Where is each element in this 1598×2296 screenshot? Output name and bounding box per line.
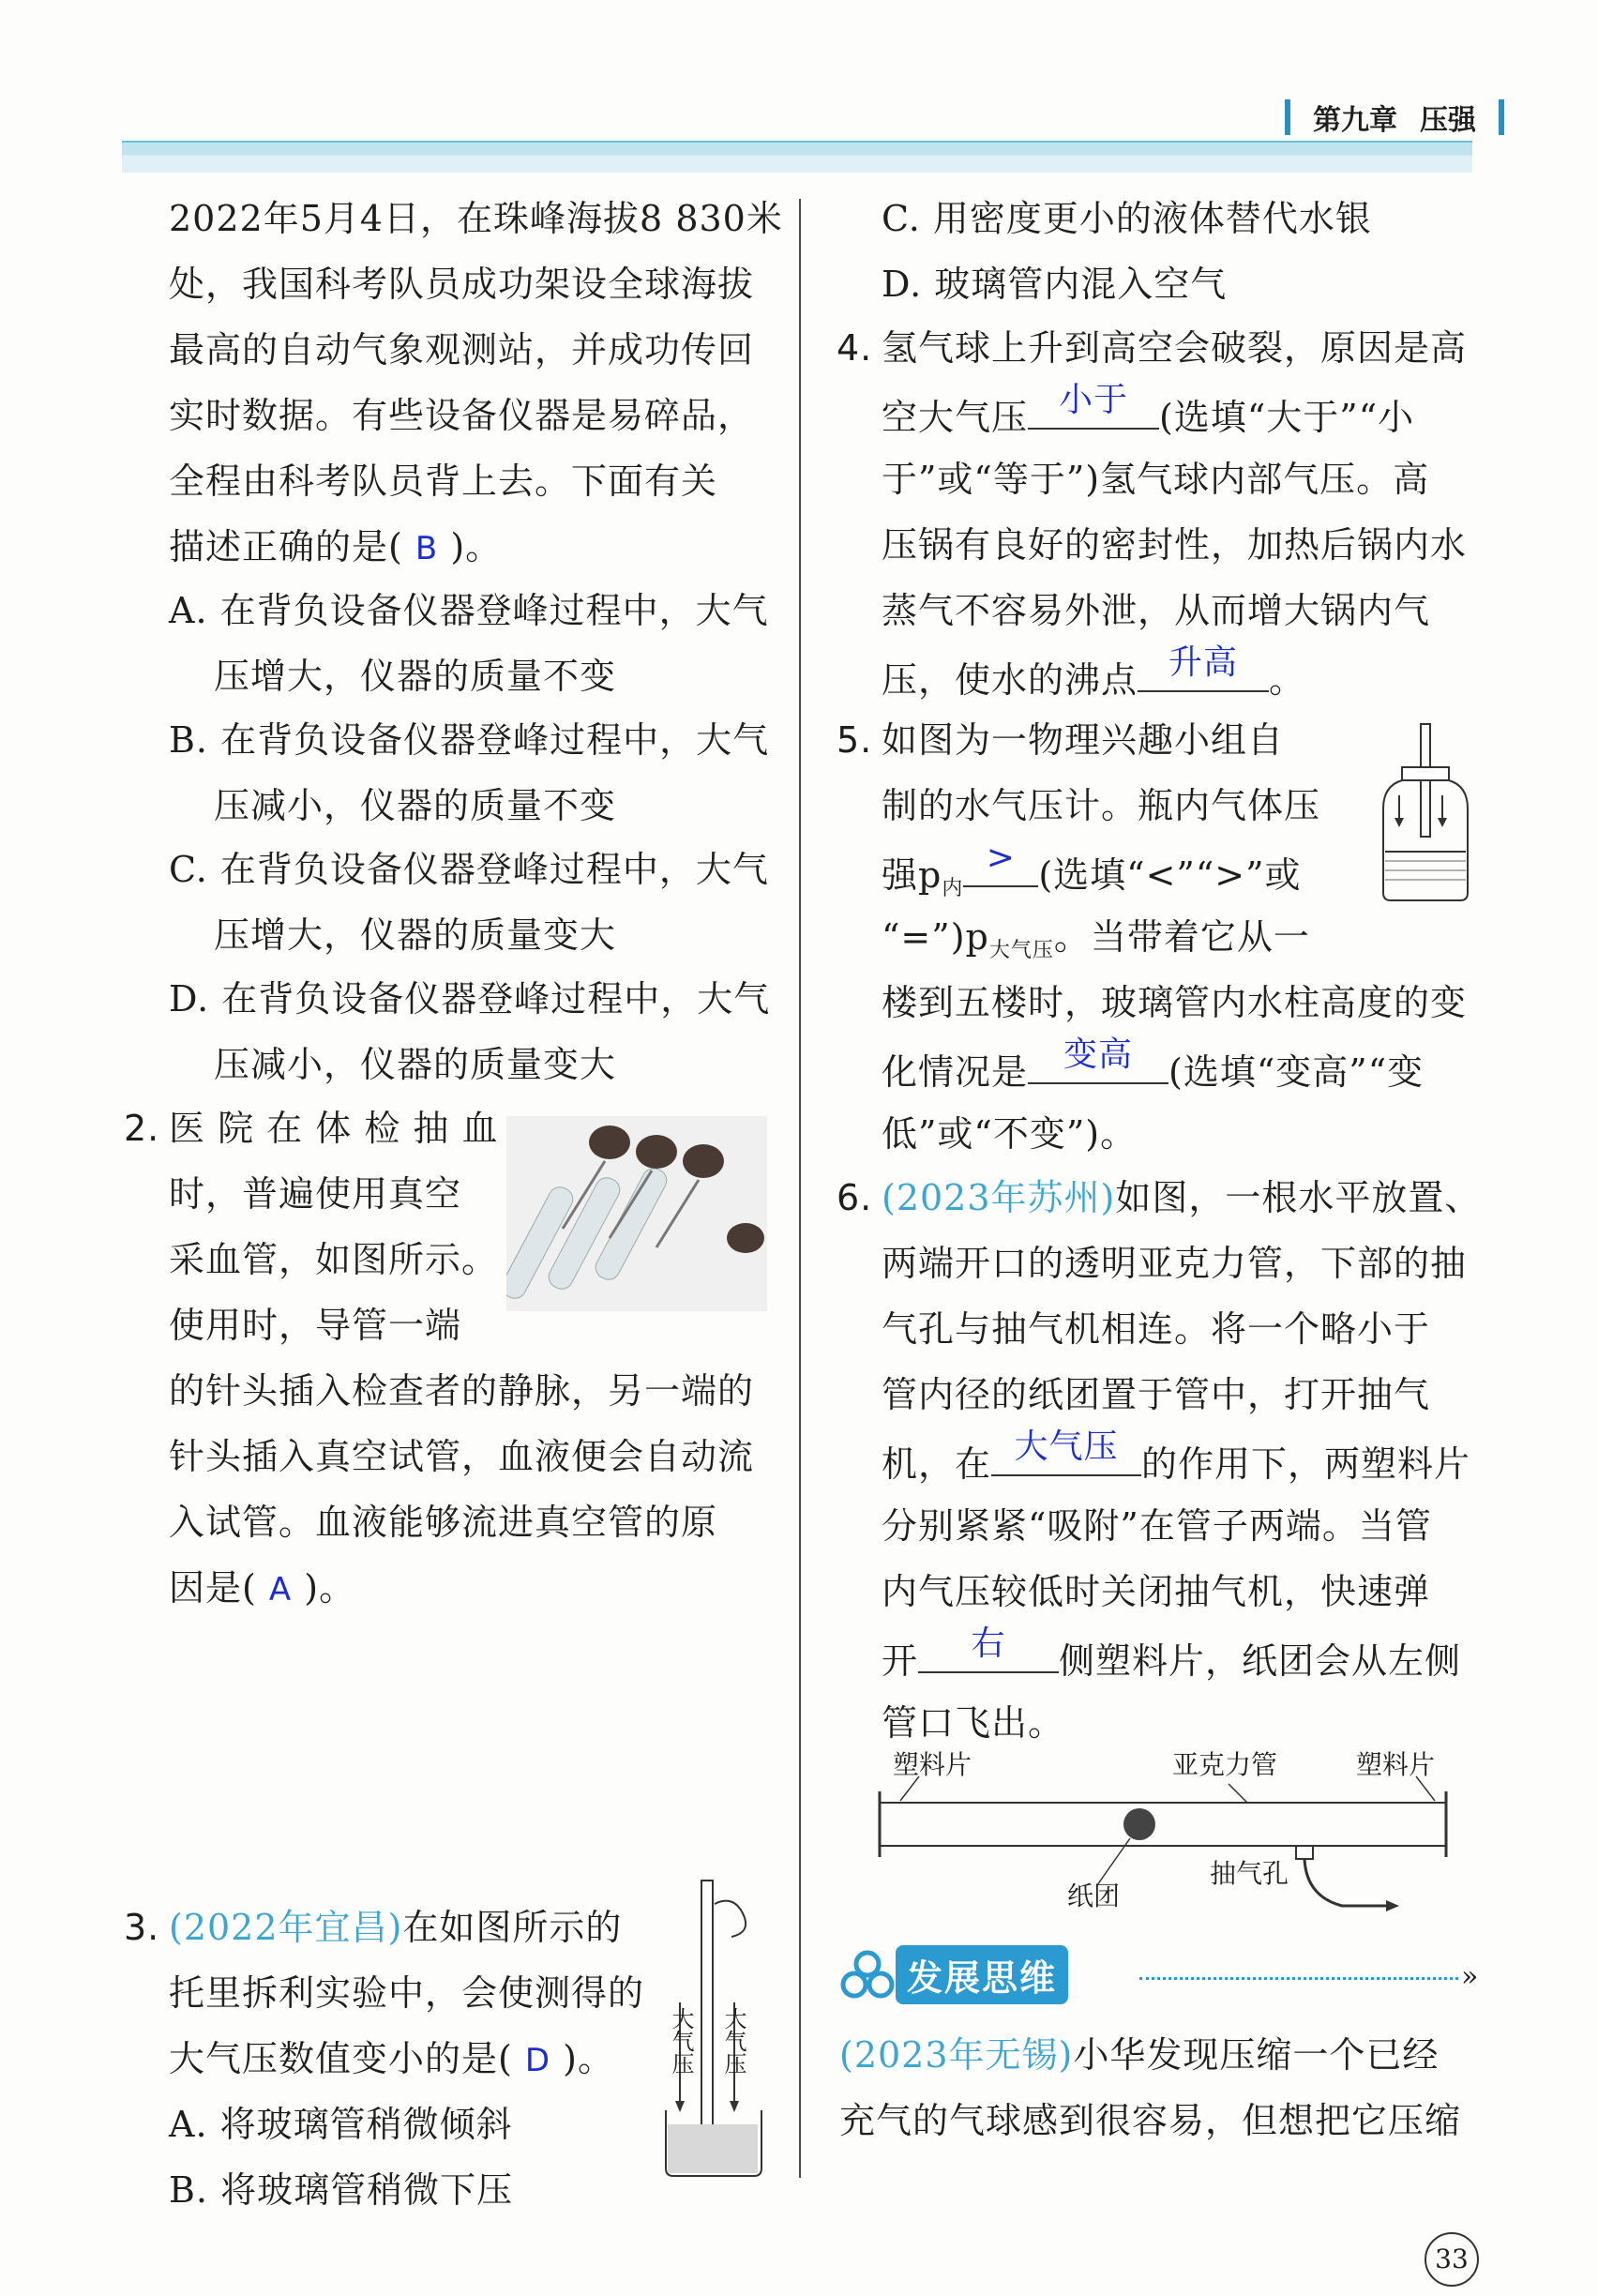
double-chevron-icon: » xyxy=(1461,1960,1479,1993)
label-suction-hole: 抽气孔 xyxy=(1210,1858,1289,1889)
q4-line: 蒸气不容易外泄，从而增大锅内气 xyxy=(882,590,1431,631)
q6-line: 管口飞出。 xyxy=(882,1702,1065,1744)
question-number: 4. xyxy=(837,327,873,369)
question-number: 5. xyxy=(837,719,873,761)
q5-line: 强$p_内$ > (选填“<”“>”或 xyxy=(882,838,1302,900)
question-number: 2. xyxy=(124,1108,160,1149)
atm-label-left: 大气压 xyxy=(668,2007,694,2075)
q3-option: D. 玻璃管内混入空气 xyxy=(882,264,1228,305)
label-acrylic-tube: 亚克力管 xyxy=(1172,1749,1278,1780)
q4-line: 于”或“等于”)氢气球内部气压。高 xyxy=(882,459,1430,500)
q6-source: (2023年苏州) xyxy=(882,1177,1116,1218)
q4-line: 压，使水的沸点 升高 。 xyxy=(882,643,1306,701)
develop-line: (2023年无锡)小华发现压缩一个已经 xyxy=(839,2034,1440,2076)
q2-line: 采血管，如图所示。 xyxy=(169,1239,499,1280)
q6-line: (2023年苏州)如图，一根水平放置、 xyxy=(882,1177,1482,1218)
q3-line: (2022年宜昌)在如图所示的 xyxy=(169,1907,623,1948)
water-barometer-figure xyxy=(1379,720,1472,908)
q6-line: 两端开口的透明亚克力管，下部的抽 xyxy=(882,1243,1468,1284)
q6-line: 内气压较低时关闭抽气机，快速弹 xyxy=(882,1571,1431,1612)
q4-line: 氢气球上升到高空会破裂，原因是高 xyxy=(882,327,1468,369)
q3-line: 托里拆利实验中，会使测得的 xyxy=(169,1972,645,2014)
q3-line: 大气压数值变小的是( D )。 xyxy=(169,2038,614,2079)
q2-line: 针头插入真空试管，血液便会自动流 xyxy=(169,1436,755,1477)
q5-line: 制的水气压计。瓶内气体压 xyxy=(882,785,1321,826)
q4-line: 压锅有良好的密封性，加热后锅内水 xyxy=(882,524,1468,566)
q1-option: A. 在背负设备仪器登峰过程中，大气 xyxy=(169,590,769,631)
chapter-header xyxy=(1285,96,1504,139)
develop-line: 充气的气球感到很容易，但想把它压缩 xyxy=(839,2100,1462,2141)
intro-line: 2022年5月4日，在珠峰海拔8 830米 xyxy=(169,198,783,239)
section-dotted-rule xyxy=(1139,1977,1458,1980)
intro-line: 全程由科考队员背上去。下面有关 xyxy=(169,461,718,502)
q5-line: 楼到五楼时，玻璃管内水柱高度的变 xyxy=(882,982,1468,1023)
q6-line: 分别紧紧“吸附”在管子两端。当管 xyxy=(882,1505,1432,1547)
column-divider xyxy=(799,199,801,2178)
q2-line: 使用时，导管一端 xyxy=(169,1305,462,1346)
intro-line: 描述正确的是( B )。 xyxy=(169,526,503,567)
acrylic-tube-figure xyxy=(872,1763,1472,1932)
q5-line: 如图为一物理兴趣小组自 xyxy=(882,719,1285,761)
header-band xyxy=(122,141,1472,173)
q1-option: C. 在背负设备仪器登峰过程中，大气 xyxy=(169,849,769,890)
intro-line: 最高的自动气象观测站，并成功传回 xyxy=(169,329,755,370)
question-number: 3. xyxy=(124,1907,160,1948)
blood-tube-photo xyxy=(506,1116,767,1311)
q6-line: 气孔与抽气机相连。将一个略小于 xyxy=(882,1308,1431,1350)
q1-option: 压增大，仪器的质量变大 xyxy=(214,914,617,956)
header-bar xyxy=(1499,99,1504,135)
q1-option: 压减小，仪器的质量不变 xyxy=(214,785,617,826)
label-plastic-left: 塑料片 xyxy=(893,1749,972,1780)
q6-line: 开 右 侧塑料片，纸团会从左侧 xyxy=(882,1624,1462,1682)
blank-q6-1[interactable]: 大气压 xyxy=(991,1437,1141,1476)
header-bar xyxy=(1285,99,1290,135)
intro-line: 实时数据。有些设备仪器是易碎品， xyxy=(169,395,755,436)
q5-line: 化情况是 变高 (选填“变高”“变 xyxy=(882,1035,1425,1093)
q3-option: B. 将玻璃管稍微下压 xyxy=(169,2169,514,2211)
triangle-logo-icon xyxy=(839,1949,896,2001)
q2-line: 因是( A )。 xyxy=(169,1567,356,1609)
blank-q5-1[interactable]: > xyxy=(963,848,1038,887)
blank-q5-2[interactable]: 变高 xyxy=(1028,1045,1168,1084)
q1-option: 压增大，仪器的质量不变 xyxy=(214,656,617,697)
atm-label-right: 大气压 xyxy=(720,2007,746,2075)
q5-line: “$=”)p_{大气压}$。当带着它从一 xyxy=(882,916,1310,962)
q1-option: B. 在背负设备仪器登峰过程中，大气 xyxy=(169,719,770,761)
answer-q2: A xyxy=(268,1571,293,1609)
q4-line: 空大气压 小于 (选填“大于”“小 xyxy=(882,381,1415,438)
develop-section-title xyxy=(839,1945,1068,2004)
blank-q6-2[interactable]: 右 xyxy=(918,1634,1059,1673)
question-number: 6. xyxy=(837,1177,873,1218)
q2-line: 的针头插入检查者的静脉，另一端的 xyxy=(169,1370,755,1412)
q6-line: 机，在 大气压 的作用下，两塑料片 xyxy=(882,1427,1471,1485)
page-number: 33 xyxy=(1425,2232,1479,2287)
q5-line: 低”或“不变”)。 xyxy=(882,1113,1138,1155)
q1-option: D. 在背负设备仪器登峰过程中，大气 xyxy=(169,978,771,1020)
q6-line: 管内径的纸团置于管中，打开抽气 xyxy=(882,1374,1431,1415)
label-paper-ball: 纸团 xyxy=(1067,1881,1121,1911)
q3-option: A. 将玻璃管稍微倾斜 xyxy=(169,2104,513,2145)
intro-line: 处，我国科考队员成功架设全球海拔 xyxy=(169,264,755,305)
answer-q1: B xyxy=(415,530,439,567)
develop-title-text: 发展思维 xyxy=(896,1945,1068,2004)
blank-q4-2[interactable]: 升高 xyxy=(1138,653,1269,692)
develop-source: (2023年无锡) xyxy=(839,2034,1074,2076)
topic-label: 压强 xyxy=(1420,104,1476,137)
q2-line: 入试管。血液能够流进真空管的原 xyxy=(169,1502,718,1543)
answer-q3: D xyxy=(524,2042,551,2079)
q3-source: (2022年宜昌) xyxy=(169,1907,403,1948)
q1-option: 压减小，仪器的质量变大 xyxy=(214,1044,617,1085)
label-plastic-right: 塑料片 xyxy=(1356,1749,1436,1780)
q2-line: 时，普遍使用真空 xyxy=(169,1173,462,1215)
chapter-label: 第九章 xyxy=(1313,104,1397,137)
blank-q4-1[interactable]: 小于 xyxy=(1028,390,1159,430)
q2-line: 医 院 在 体 检 抽 血 xyxy=(169,1108,499,1149)
q3-option: C. 用密度更小的液体替代水银 xyxy=(882,198,1372,239)
